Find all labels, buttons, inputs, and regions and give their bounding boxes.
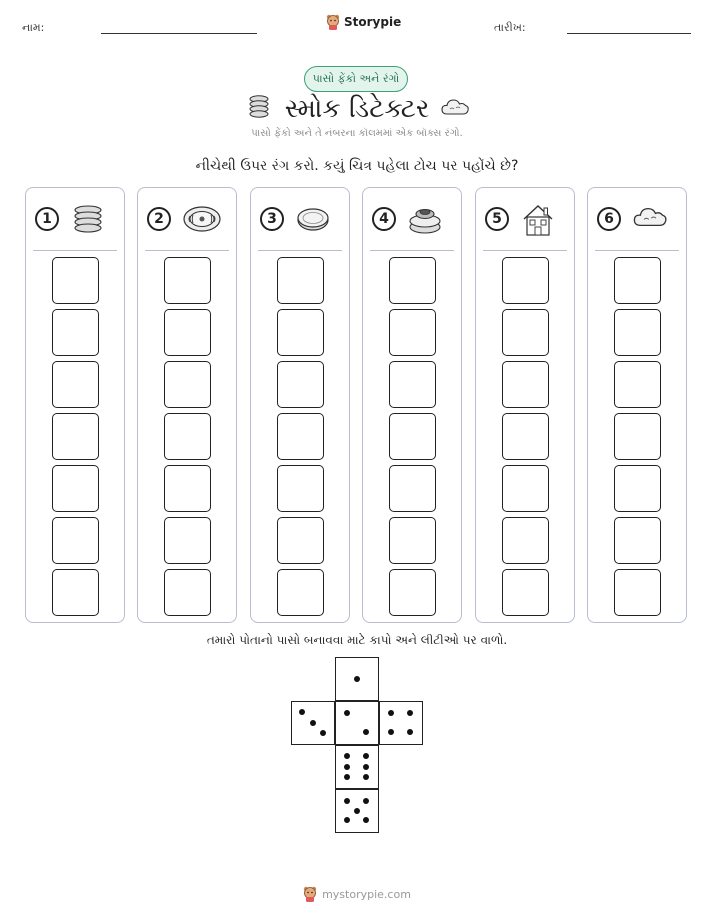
column-divider [258, 250, 342, 251]
dice-face-1 [335, 657, 379, 701]
cloud-icon [440, 96, 470, 118]
column-header [363, 188, 461, 250]
column-1 [25, 187, 125, 623]
column-divider [145, 250, 229, 251]
bear-mascot-icon [326, 14, 340, 30]
color-box[interactable] [502, 465, 549, 512]
column-4 [362, 187, 462, 623]
dice-pip [344, 774, 350, 780]
dice-face-3 [291, 701, 335, 745]
color-box[interactable] [614, 361, 661, 408]
dice-face-5 [335, 789, 379, 833]
brand-logo [326, 14, 401, 30]
color-box[interactable] [52, 309, 99, 356]
color-box[interactable] [614, 413, 661, 460]
color-box[interactable] [389, 465, 436, 512]
column-header [476, 188, 574, 250]
color-box[interactable] [52, 361, 99, 408]
column-divider [33, 250, 117, 251]
question-text: નીચેથી ઉપર રંગ કરો. કયું ચિત્ર પહેલા ટોચ પર પહોંચે છે? [195, 158, 519, 174]
color-box[interactable] [389, 361, 436, 408]
color-box[interactable] [614, 569, 661, 616]
column-6 [587, 187, 687, 623]
coin-stack-icon [70, 202, 106, 236]
column-5 [475, 187, 575, 623]
footer [0, 886, 714, 902]
color-box[interactable] [277, 569, 324, 616]
dice-pip [363, 729, 369, 735]
color-box[interactable] [164, 517, 211, 564]
dice-face-4 [379, 701, 423, 745]
color-box[interactable] [502, 569, 549, 616]
color-box[interactable] [502, 257, 549, 304]
color-box[interactable] [164, 569, 211, 616]
color-box[interactable] [164, 413, 211, 460]
smoke-detector-icon [182, 202, 218, 236]
column-number: 4 [372, 207, 396, 231]
color-box[interactable] [164, 309, 211, 356]
dice-pip [388, 729, 394, 735]
color-box[interactable] [389, 517, 436, 564]
dice-pip [363, 798, 369, 804]
color-box[interactable] [389, 569, 436, 616]
activity-pill: પાસો ફેંકો અને રંગો [304, 66, 408, 92]
color-box[interactable] [277, 413, 324, 460]
color-box[interactable] [389, 413, 436, 460]
dice-pip [388, 710, 394, 716]
column-3 [250, 187, 350, 623]
color-box[interactable] [502, 361, 549, 408]
color-box[interactable] [164, 361, 211, 408]
color-box[interactable] [164, 465, 211, 512]
dice-pip [363, 764, 369, 770]
color-box[interactable] [277, 309, 324, 356]
name-line [101, 33, 257, 34]
column-number: 6 [597, 207, 621, 231]
dice-instruction: તમારો પોતાનો પાસો બનાવવા માટે કાપો અને લીટીઓ પર વાળો. [206, 633, 508, 647]
dice-pip [354, 808, 360, 814]
name-label: નામ: [22, 21, 45, 34]
dice-pip [363, 774, 369, 780]
page-title: સ્મોક ડિટેક્ટર [284, 94, 430, 124]
cloud-icon [632, 202, 668, 236]
dice-pip [344, 710, 350, 716]
color-box[interactable] [502, 413, 549, 460]
color-box[interactable] [614, 465, 661, 512]
bear-mascot-icon [303, 886, 317, 902]
column-number: 5 [485, 207, 509, 231]
color-box[interactable] [277, 465, 324, 512]
dice-pip [344, 764, 350, 770]
footer-url: mystorypie.com [322, 887, 411, 901]
column-divider [595, 250, 679, 251]
dice-pip [344, 798, 350, 804]
color-box[interactable] [52, 257, 99, 304]
color-box[interactable] [52, 517, 99, 564]
date-line [567, 33, 691, 34]
color-box[interactable] [52, 413, 99, 460]
column-number: 3 [260, 207, 284, 231]
dice-pip [320, 730, 326, 736]
color-box[interactable] [502, 517, 549, 564]
dice-face-2 [335, 701, 379, 745]
dice-pip [344, 753, 350, 759]
dice-pip [344, 817, 350, 823]
color-box[interactable] [614, 257, 661, 304]
color-box[interactable] [52, 569, 99, 616]
column-2 [137, 187, 237, 623]
dice-pip [407, 729, 413, 735]
color-box[interactable] [389, 309, 436, 356]
color-box[interactable] [614, 309, 661, 356]
color-box[interactable] [277, 517, 324, 564]
stacked-detector-icon [407, 202, 443, 236]
round-disc-icon [295, 202, 331, 236]
column-number: 2 [147, 207, 171, 231]
date-label: તારીખ: [494, 21, 526, 34]
dice-pip [363, 817, 369, 823]
color-box[interactable] [164, 257, 211, 304]
column-header [138, 188, 236, 250]
color-box[interactable] [389, 257, 436, 304]
dice-face-6 [335, 745, 379, 789]
color-box[interactable] [614, 517, 661, 564]
column-header [251, 188, 349, 250]
column-number: 1 [35, 207, 59, 231]
column-header [588, 188, 686, 250]
house-icon [520, 202, 556, 236]
dice-pip [363, 753, 369, 759]
color-box[interactable] [52, 465, 99, 512]
page-subtitle: પાસો ફેંકો અને તે નંબરના કૉલમમાં એક બૉક્સ રંગો. [251, 128, 463, 139]
column-header [26, 188, 124, 250]
dice-pip [354, 676, 360, 682]
dice-pip [407, 710, 413, 716]
brand-name: Storypie [344, 15, 402, 29]
color-box[interactable] [277, 361, 324, 408]
color-box[interactable] [277, 257, 324, 304]
column-divider [370, 250, 454, 251]
dice-pip [299, 709, 305, 715]
column-divider [483, 250, 567, 251]
dice-pip [310, 720, 316, 726]
color-box[interactable] [502, 309, 549, 356]
